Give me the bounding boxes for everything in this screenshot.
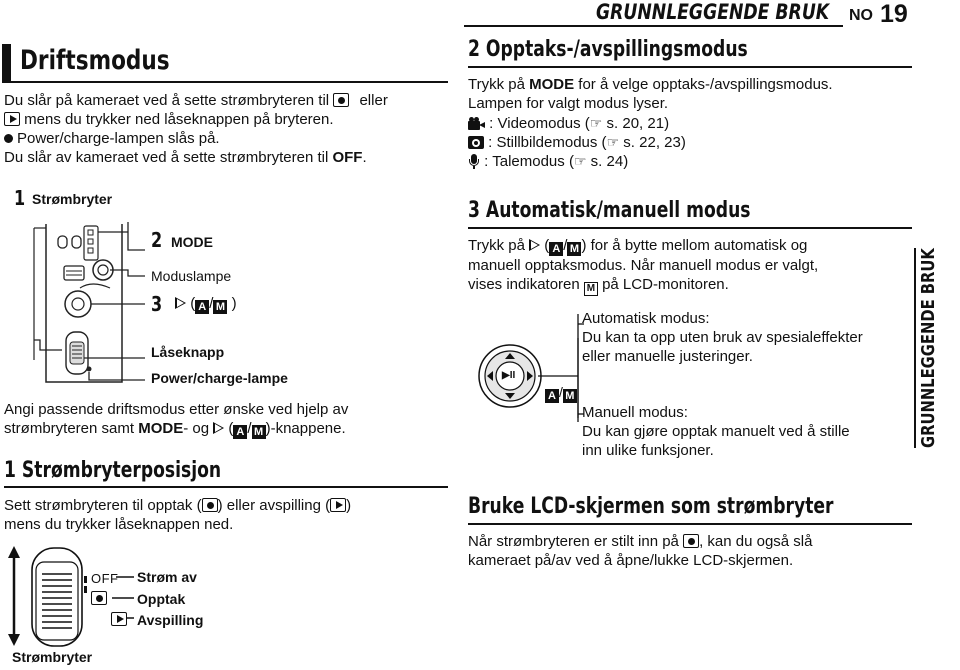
manual-mode-title: Manuell modus: [582, 404, 688, 421]
intro-line-3 [4, 129, 454, 148]
mode-desc-l2f: )-knappene. [265, 420, 346, 437]
manual-m-icon: M [563, 389, 577, 403]
finger-pointer-icon: ☞ [606, 134, 620, 150]
auto-a-icon: A [545, 389, 559, 403]
sub1-rule [4, 486, 448, 488]
sec2-mode-still [468, 133, 928, 152]
header-section-title: GRUNNLEGGENDE BRUK [596, 0, 830, 24]
sec3-title-text: 3 Automatisk/manuell modus [468, 198, 751, 223]
sec2-text [468, 75, 928, 171]
still-camera-icon [468, 136, 484, 149]
diagram-label-lamp: Moduslampe [151, 268, 232, 284]
sub1-line-1 [4, 496, 454, 515]
sub1-line-2: mens du trykker låseknappen ned. [4, 516, 234, 533]
record-icon [683, 534, 699, 548]
intro-l4a: Du slår av kameraet ved å sette strømbryteren til [4, 149, 329, 166]
page-title [20, 45, 207, 76]
intro-line-1 [4, 91, 454, 110]
mode-desc-l2 [4, 419, 454, 439]
arrow-right-icon [213, 422, 224, 434]
diagram-l3-close: ) [231, 295, 237, 312]
play-icon [4, 112, 20, 126]
sec3-line-1 [468, 236, 908, 256]
sub1-title-text: 1 Strømbryterposisjon [4, 458, 222, 483]
sec4-title [468, 494, 937, 519]
video-camera-icon [468, 117, 485, 130]
sec2-l1b: MODE [529, 76, 575, 93]
sec2-title-text: 2 Opptaks-/avspillingsmodus [468, 37, 748, 62]
sec2-m3ref: s. 24) [590, 153, 629, 170]
intro-l4b: OFF [332, 149, 363, 166]
diagram-l3-sep: / [209, 295, 214, 312]
sec3-rule [468, 227, 912, 229]
record-icon [91, 591, 107, 605]
switch-label-play: Avspilling [137, 612, 204, 628]
bullet-icon [4, 134, 13, 143]
diagram-label-1-text: Strømbryter [32, 191, 113, 207]
title-rule [2, 81, 448, 83]
title-bar [2, 44, 11, 82]
mode-desc-l2b: MODE [138, 420, 184, 437]
play-icon [111, 612, 127, 626]
sec3-l3b: på LCD-monitoren. [602, 276, 729, 293]
mode-desc-l2a: strømbryteren samt [4, 420, 135, 437]
sec4-line-1 [468, 532, 908, 551]
diagram-num-1: 1 [14, 186, 26, 210]
sec4-l1b: , kan du også slå [699, 533, 813, 550]
intro-l1a: Du slår på kameraet ved å sette strømbryteren til [4, 92, 330, 109]
wheel-center-label: ▶II [502, 370, 516, 381]
switch-off-label: OFF [91, 571, 119, 586]
auto-a-icon: A [233, 425, 247, 439]
diagram-label-2-text: MODE [171, 234, 213, 250]
sub1-l1c: ) [346, 497, 352, 514]
finger-pointer-icon: ☞ [573, 153, 587, 169]
record-icon [202, 498, 218, 512]
sec3-text [468, 236, 908, 296]
manual-mode-block [582, 403, 902, 460]
sec4-title-text: Bruke LCD-skjermen som strømbryter [468, 494, 834, 519]
switch-label-rec: Opptak [137, 591, 186, 607]
intro-l4c: . [362, 149, 367, 166]
header-rule [464, 25, 843, 27]
diagram-num-3: 3 [151, 292, 163, 316]
diagram-l3-open: ( [190, 295, 196, 312]
microphone-icon [468, 154, 480, 169]
manual-mode-l2: inn ulike funksjoner. [582, 442, 714, 459]
sec2-m3: : Talemodus ( [484, 153, 574, 170]
sec3-title [468, 198, 830, 223]
sec2-line-1 [468, 75, 928, 94]
auto-mode-title: Automatisk modus: [582, 310, 710, 327]
finger-pointer-icon: ☞ [589, 115, 603, 131]
sub1-title [4, 458, 282, 483]
header-section [596, 0, 880, 24]
arrow-right-icon [175, 297, 186, 309]
sub1-l1a: Sett strømbryteren til opptak ( [4, 497, 202, 514]
sec3-l1b: ( [544, 237, 550, 254]
intro-text [4, 91, 454, 167]
switch-caption: Strømbryter [12, 649, 93, 665]
sec4-line-2: kameraet på/av ved å åpne/lukke LCD-skjermen. [468, 552, 794, 569]
manual-m-icon: M [252, 425, 266, 439]
auto-mode-l2: eller manuelle justeringer. [582, 348, 753, 365]
mode-desc [4, 400, 454, 439]
sec3-line-2: manuell opptaksmodus. Når manuell modus er valgt, [468, 257, 819, 274]
diagram-label-3 [151, 292, 237, 316]
diagram-label-1 [14, 186, 28, 210]
side-tab-rule [914, 248, 916, 448]
intro-l1b: eller [359, 92, 388, 109]
sec2-l1c: for å velge opptaks-/avspillingsmodus. [578, 76, 833, 93]
auto-mode-block [582, 309, 902, 366]
auto-mode-l1: Du kan ta opp uten bruk av spesialeffekter [582, 329, 863, 346]
mode-desc-l2d: ( [228, 420, 234, 437]
manual-mode-l1: Du kan gjøre opptak manuelt ved å stille [582, 423, 850, 440]
mode-desc-l2e: / [247, 420, 252, 437]
manual-m-icon: M [213, 300, 227, 314]
header-lang: NO [849, 7, 873, 24]
sec3-l1c: / [563, 237, 568, 254]
sec2-mode-voice [468, 152, 928, 171]
sec2-m2: : Stillbildemodus ( [488, 134, 607, 151]
manual-m-icon: M [584, 282, 598, 296]
page-number: 19 [880, 0, 908, 28]
sec2-m1ref: s. 20, 21) [606, 115, 670, 132]
intro-line-2 [4, 110, 454, 129]
record-icon [333, 93, 349, 107]
sec2-m2ref: s. 22, 23) [623, 134, 686, 151]
diagram-label-power: Power/charge-lampe [151, 370, 288, 386]
switch-diagram [0, 540, 220, 650]
sec2-rule [468, 66, 912, 68]
auto-a-icon: A [195, 300, 209, 314]
side-tab-text: GRUNNLEGGENDE BRUK [918, 248, 939, 448]
page-title-text: Driftsmodus [20, 45, 170, 76]
mode-desc-l1: Angi passende driftsmodus etter ønske ved hjelp av [4, 401, 349, 418]
sec4-l1a: Når strømbryteren er stilt inn på [468, 533, 679, 550]
sec4-text [468, 532, 908, 570]
sub1-text [4, 496, 454, 534]
diagram-label-lock: Låseknapp [151, 344, 225, 360]
arrow-right-icon [529, 239, 540, 251]
sec3-l1d: ) for å bytte mellom automatisk og [581, 237, 808, 254]
sec2-title [468, 37, 827, 62]
intro-line-4 [4, 148, 454, 167]
sec3-l1a: Trykk på [468, 237, 525, 254]
play-icon [330, 498, 346, 512]
auto-a-icon: A [549, 242, 563, 256]
sec2-line-2: Lampen for valgt modus lyser. [468, 95, 669, 112]
wheel-am-sep: / [559, 384, 563, 400]
intro-l2: mens du trykker ned låseknappen på bryteren. [24, 111, 334, 128]
intro-l3: Power/charge-lampen slås på. [17, 130, 220, 147]
sec3-l3a: vises indikatoren [468, 276, 580, 293]
side-tab [918, 204, 939, 448]
sec3-line-3 [468, 275, 908, 296]
sec4-rule [468, 523, 912, 525]
switch-label-off: Strøm av [137, 569, 197, 585]
mode-desc-l2c: - og [183, 420, 210, 437]
diagram-num-2: 2 [151, 228, 163, 252]
sub1-l1b: ) eller avspilling ( [217, 497, 331, 514]
sec2-l1a: Trykk på [468, 76, 525, 93]
sec2-mode-video [468, 114, 928, 133]
manual-m-icon: M [567, 242, 581, 256]
sec2-m1: : Videomodus ( [489, 115, 590, 132]
diagram-label-2 [151, 228, 165, 252]
